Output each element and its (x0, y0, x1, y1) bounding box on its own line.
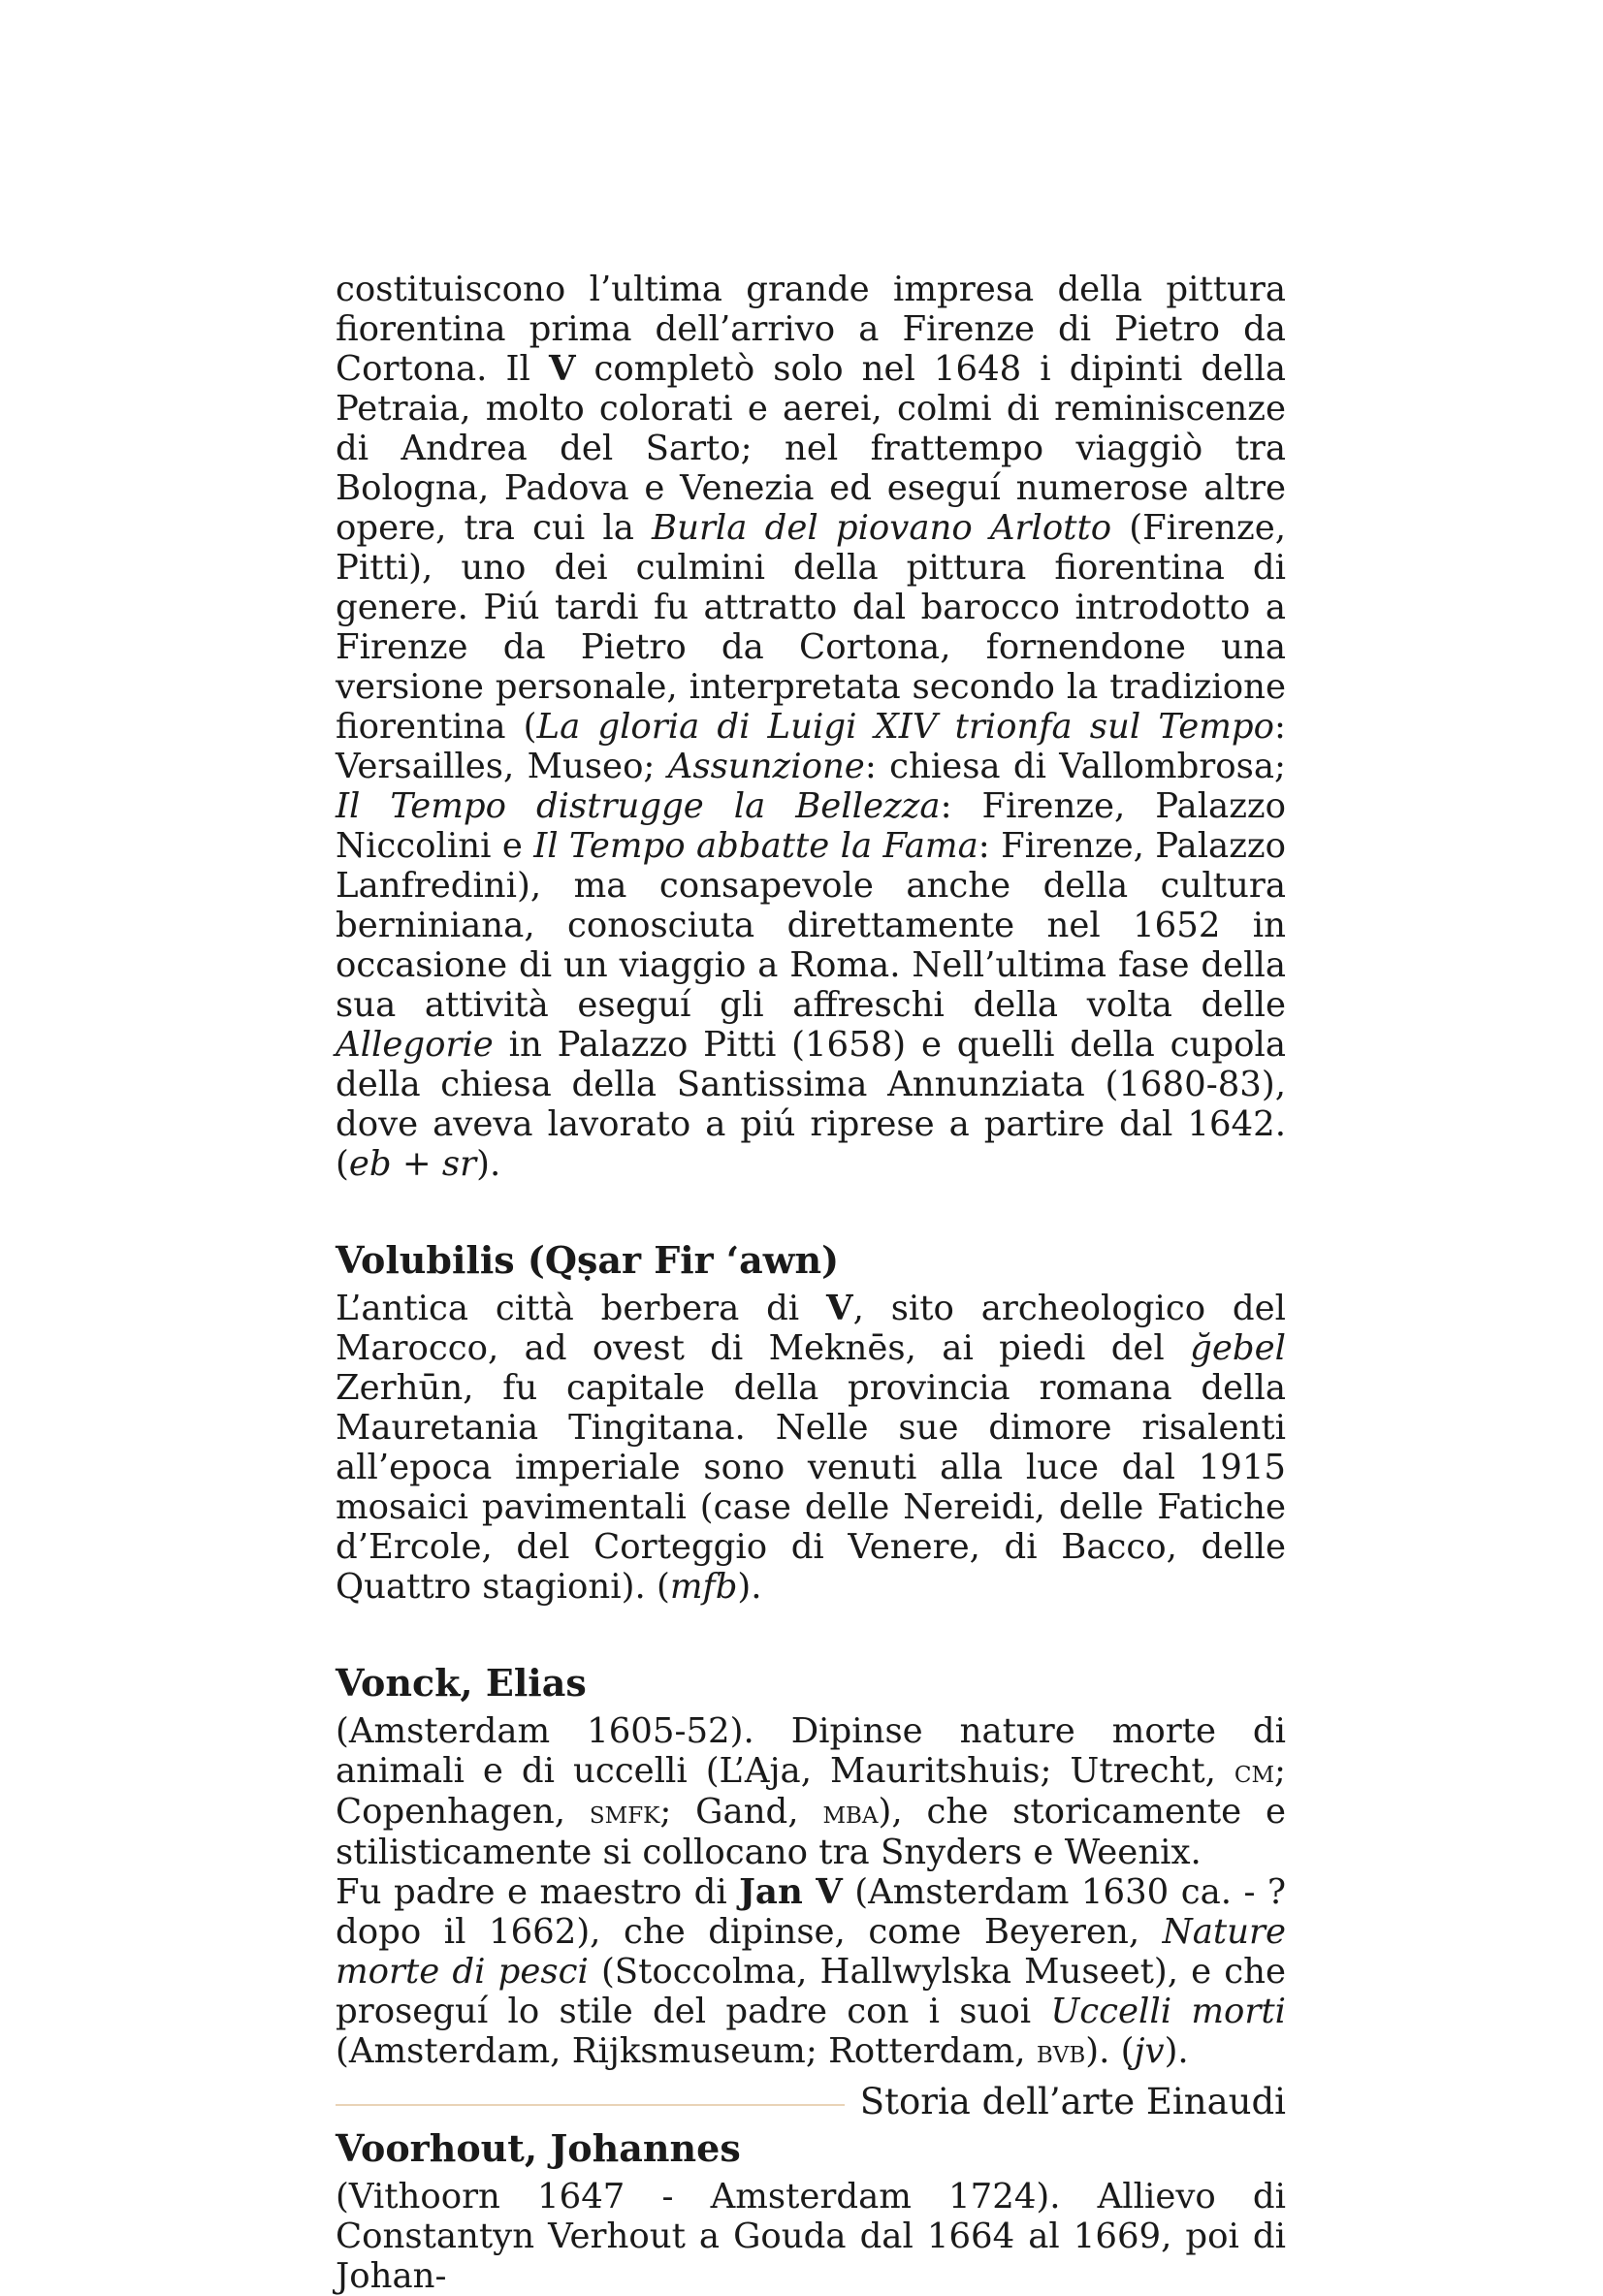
text-run: ). (737, 1567, 762, 1607)
entry-body-voorhout: (Vithoorn 1647 - Amsterdam 1724). Allievo di Constantyn Verhout a Gouda dal 1664 al 1669, poi di Johan- (336, 2177, 1286, 2296)
entry-body-volubilis (336, 1289, 1286, 1607)
italic-title: Allegorie (336, 1025, 494, 1065)
author-initials: jv (1134, 2031, 1165, 2071)
italic-title: Burla del piovano Arlotto (652, 508, 1112, 548)
museum-abbrev: bvb (1036, 2033, 1086, 2070)
text-run: ; Copenhagen, (336, 1751, 1286, 1832)
italic-title: Assunzione (667, 747, 865, 786)
entry-body-vonck (336, 1711, 1286, 1872)
text-run: : chiesa di Vallombrosa; (864, 747, 1286, 786)
museum-abbrev: mba (822, 1794, 879, 1831)
italic-title: La gloria di Luigi XIV trionfa sul Tempo (536, 707, 1275, 747)
bold-run: V (548, 349, 576, 389)
bold-run: Jan V (739, 1872, 843, 1912)
text-run: Zerhūn, fu capitale della provincia romana della Mauretania Tingitana. Nelle sue dimore risalenti all’epoca imperiale sono venuti alla luce dal 1915 mosaici pavimentali (case delle Nereidi, delle Fatiche d’Ercole, del Corteggio di Venere, di Bacco, delle Quattro stagioni). ( (336, 1368, 1286, 1607)
text-run: , sito archeologico del Marocco, ad ovest di Meknēs, ai piedi del (336, 1289, 1287, 1368)
entry-body-vonck-jan (336, 1872, 1286, 2072)
footer-rule (336, 2104, 845, 2106)
bold-run: V (826, 1289, 853, 1328)
continuation-paragraph (336, 270, 1286, 1184)
text-run: costituiscono l’ultima grande impresa della pittura fiorentina prima dell’arrivo a Firenze di Pietro da Cortona. Il (336, 270, 1286, 389)
text-run: ). (476, 1144, 501, 1184)
text-run: ; Gand, (659, 1792, 823, 1832)
text-run: (Stoccolma, Hallwylska Museet), e che proseguí lo stile del padre con i suoi (336, 1952, 1286, 2031)
author-initials: mfb (669, 1567, 738, 1607)
text-run: : Firenze, Palazzo Niccolini e (336, 786, 1286, 866)
text-run: Fu padre e maestro di (336, 1872, 740, 1912)
author-initials: eb + sr (348, 1144, 477, 1184)
italic-title: Il Tempo abbatte la Fama (533, 826, 978, 866)
text-run: ). (1164, 2031, 1189, 2071)
footer-publisher: Storia dell’arte Einaudi (859, 2081, 1286, 2122)
entry-heading-volubilis: Volubilis (Qṣar Fir ‘awn) (336, 1238, 840, 1282)
italic-title: Uccelli morti (1050, 1992, 1286, 2031)
text-run: : Versailles, Museo; (336, 707, 1286, 786)
entry-heading-vonck: Vonck, Elias (336, 1661, 587, 1705)
italic-title: Il Tempo distrugge la Bellezza (336, 786, 941, 826)
text-run: (Firenze, Pitti), uno dei culmini della pittura fiorentina di genere. Piú tardi fu attratto dal barocco introdotto a Firenze da Pietro da Cortona, fornendone una versione personale, interpretata secondo la tradizione fiorentina ( (336, 508, 1286, 747)
text-run: in Palazzo Pitti (1658) e quelli della cupola della chiesa della Santissima Annunziata (1680-83), dove aveva lavorato a piú riprese a partire dal 1642. ( (336, 1025, 1286, 1184)
text-run: ). ( (1085, 2031, 1135, 2071)
text-column (336, 270, 1286, 2296)
text-run: L’antica città berbera di (336, 1289, 827, 1328)
museum-abbrev: cm (1234, 1753, 1275, 1790)
italic-term: ğebel (1190, 1328, 1286, 1368)
entry-heading-voorhout: Voorhout, Johannes (336, 2126, 741, 2170)
text-run: (Amsterdam, Rijksmuseum; Rotterdam, (336, 2031, 1037, 2071)
text-run: (Amsterdam 1630 ca. - ? dopo il 1662), che dipinse, come Beyeren, (336, 1872, 1286, 1952)
museum-abbrev: smfk (589, 1794, 660, 1831)
text-run: (Amsterdam 1605-52). Dipinse nature morte di animali e di uccelli (L’Aja, Mauritshuis; Utrecht, (336, 1711, 1286, 1791)
italic-title: Nature morte di pesci (336, 1912, 1286, 1992)
text-run: ), che storicamente e stilisticamente si collocano tra Snyders e Weenix. (336, 1792, 1286, 1872)
text-run: completò solo nel 1648 i dipinti della Petraia, molto colorati e aerei, colmi di reminiscenze di Andrea del Sarto; nel frattempo viaggiò tra Bologna, Padova e Venezia ed eseguí numerose altre opere, tra cui la (336, 349, 1287, 548)
text-run: : Firenze, Palazzo Lanfredini), ma consapevole anche della cultura berniniana, conosciuta direttamente nel 1652 in occasione di un viaggio a Roma. Nell’ultima fase della sua attività eseguí gli affreschi della volta delle (336, 826, 1286, 1025)
